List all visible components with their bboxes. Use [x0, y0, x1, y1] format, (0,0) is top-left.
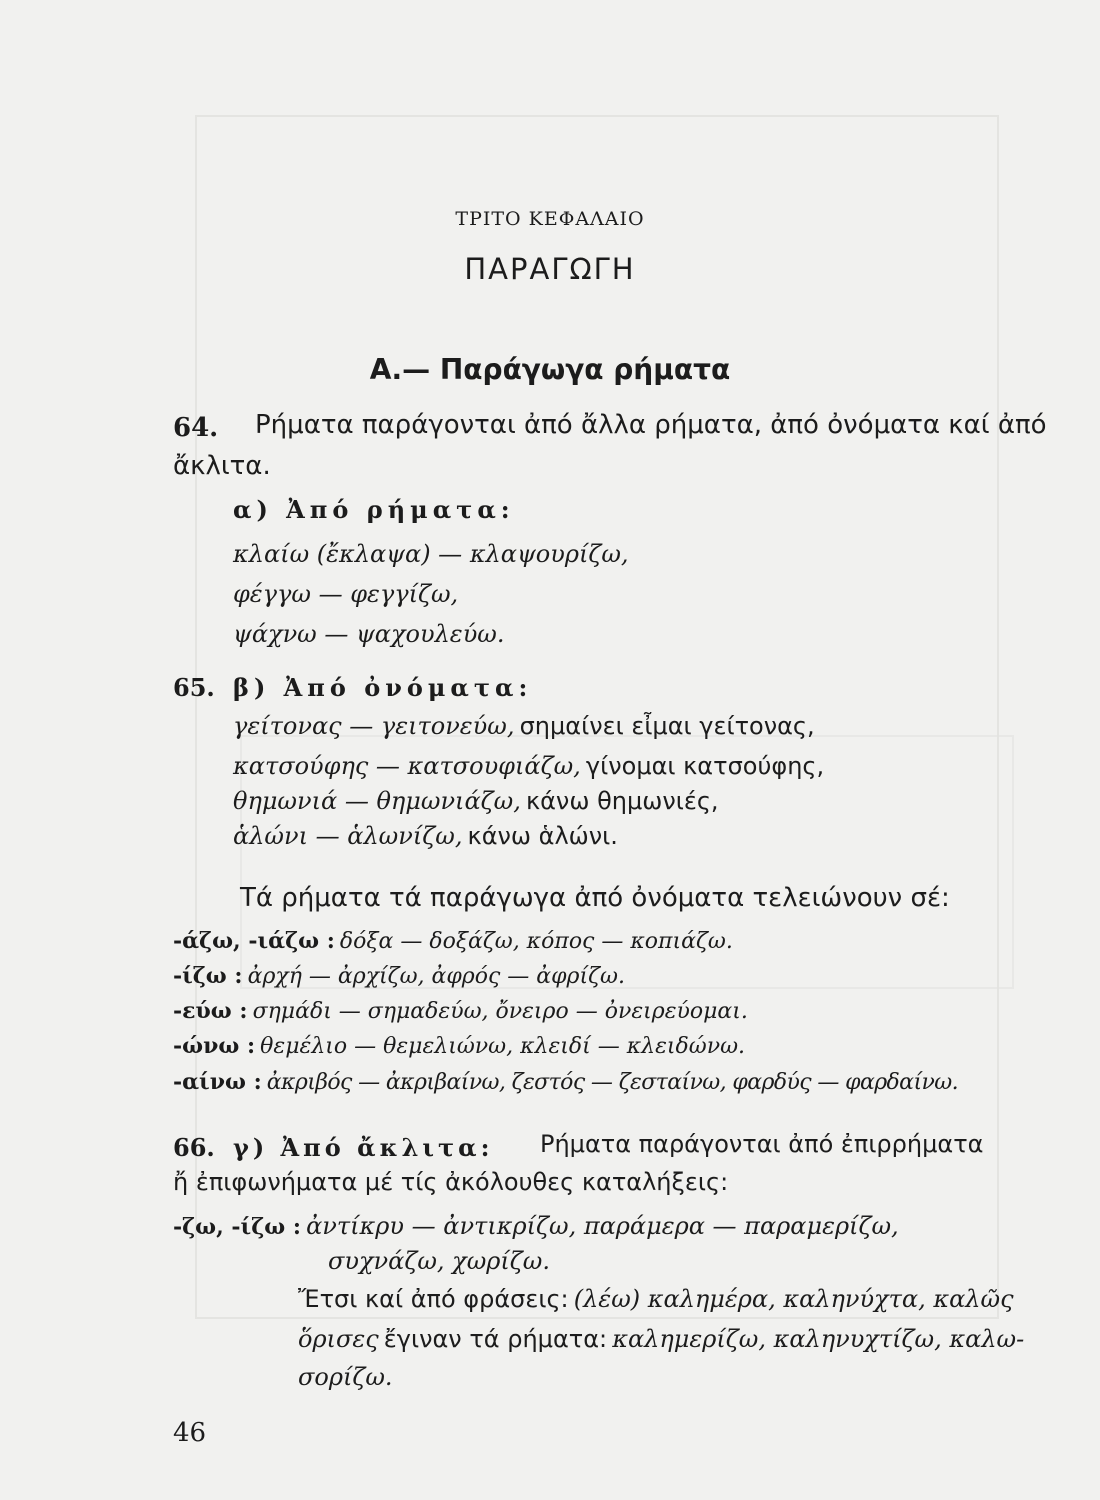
example-line: συχνάζω, χωρίζω. — [328, 1247, 550, 1275]
example-meaning: σημαίνει εἶμαι γείτονας, — [519, 712, 815, 740]
ending-row — [173, 1069, 958, 1095]
phrases-lead: Ἔτσι καί ἀπό φράσεις: — [298, 1285, 569, 1313]
example-word: θημωνιά — θημωνιάζω, — [233, 787, 521, 815]
subheading: γ) Ἀπό ἄκλιτα: — [233, 1133, 494, 1162]
example-meaning: κάνω θημωνιές, — [525, 787, 719, 815]
example-meaning: κάνω ἁλώνι. — [467, 822, 618, 850]
endings-intro: Τά ρήματα τά παράγωγα ἀπό ὀνόματα τελειώνουν σέ: — [240, 883, 950, 913]
paragraph-text: Ρήματα παράγονται ἀπό ἐπιρρήματα — [540, 1130, 984, 1158]
paragraph-text: Ρήματα παράγονται ἀπό ἄλλα ρήματα, ἀπό ὀνόματα καί ἀπό — [255, 410, 1047, 440]
paragraph-number: 65. — [173, 673, 215, 702]
ending-suffix: -άζω, -ιάζω : — [173, 928, 335, 954]
ending-suffix: -αίνω : — [173, 1069, 262, 1095]
phrases-example: ὅρισες — [298, 1325, 379, 1353]
subheading: β) Ἀπό ὀνόματα: — [233, 673, 533, 702]
subheading: α) Ἀπό ρήματα: — [233, 495, 515, 524]
example-line — [233, 822, 618, 850]
example-word: κατσούφης — κατσουφιάζω, — [233, 752, 581, 780]
phrases-text: ἔγιναν τά ρήματα: — [383, 1325, 608, 1353]
paragraph-number: 66. — [173, 1133, 215, 1162]
ending-example: θεμέλιο — θεμελιώνω, κλειδί — κλειδώνω. — [260, 1034, 746, 1059]
phrases-line: σορίζω. — [298, 1363, 393, 1391]
ending-suffix: -ζω, -ίζω : — [173, 1214, 301, 1240]
phrases-example: καλημερίζω, καληνυχτίζω, καλω- — [612, 1325, 1025, 1353]
chapter-title: ΠΑΡΑΓΩΓΗ — [464, 252, 636, 286]
paragraph-text: ἤ ἐπιφωνήματα μέ τίς ἀκόλουθες καταλήξεις: — [173, 1168, 729, 1196]
ending-example: ἀρχή — ἀρχίζω, ἀφρός — ἀφρίζω. — [247, 964, 625, 989]
example-line: κλαίω (ἔκλαψα) — κλαψουρίζω, — [233, 540, 629, 568]
section-heading: Α.— Παράγωγα ρήματα — [369, 353, 731, 386]
example-line — [233, 712, 815, 740]
ending-example: σημάδι — σημαδεύω, ὄνειρο — ὀνειρεύομαι. — [252, 999, 748, 1024]
example-word: ἁλώνι — ἁλωνίζω, — [233, 822, 463, 850]
example-line: φέγγω — φεγγίζω, — [233, 580, 459, 608]
paragraph-text: ἄκλιτα. — [173, 451, 271, 481]
ending-suffix: -εύω : — [173, 998, 248, 1024]
example-line — [173, 1212, 899, 1240]
ending-row — [173, 928, 733, 954]
phrases-line — [298, 1325, 1024, 1353]
page-number: 46 — [173, 1418, 207, 1448]
phrases-example: (λέω) καλημέρα, καληνύχτα, καλῶς — [573, 1285, 1014, 1313]
ending-example: ἀκριβός — ἀκριβαίνω, ζεστός — ζεσταίνω, φαρδύς — φαρδαίνω. — [266, 1070, 958, 1095]
ending-example: δόξα — δοξάζω, κόπος — κοπιάζω. — [339, 929, 733, 954]
ending-row — [173, 998, 748, 1024]
example-meaning: γίνομαι κατσούφης, — [585, 752, 825, 780]
example-text: ἀντίκρυ — ἀντικρίζω, παράμερα — παραμερίζω, — [306, 1212, 899, 1240]
ending-row — [173, 963, 625, 989]
example-word: γείτονας — γειτονεύω, — [233, 712, 515, 740]
ending-suffix: -ίζω : — [173, 963, 243, 989]
paragraph-number: 64. — [173, 413, 219, 443]
example-line: ψάχνω — ψαχουλεύω. — [233, 620, 505, 648]
ending-suffix: -ώνω : — [173, 1033, 256, 1059]
chapter-heading: ΤΡΙΤΟ ΚΕΦΑΛΑΙΟ — [455, 208, 645, 230]
example-line — [233, 752, 824, 780]
ending-row — [173, 1033, 745, 1059]
phrases-line — [298, 1285, 1014, 1313]
example-line — [233, 787, 719, 815]
